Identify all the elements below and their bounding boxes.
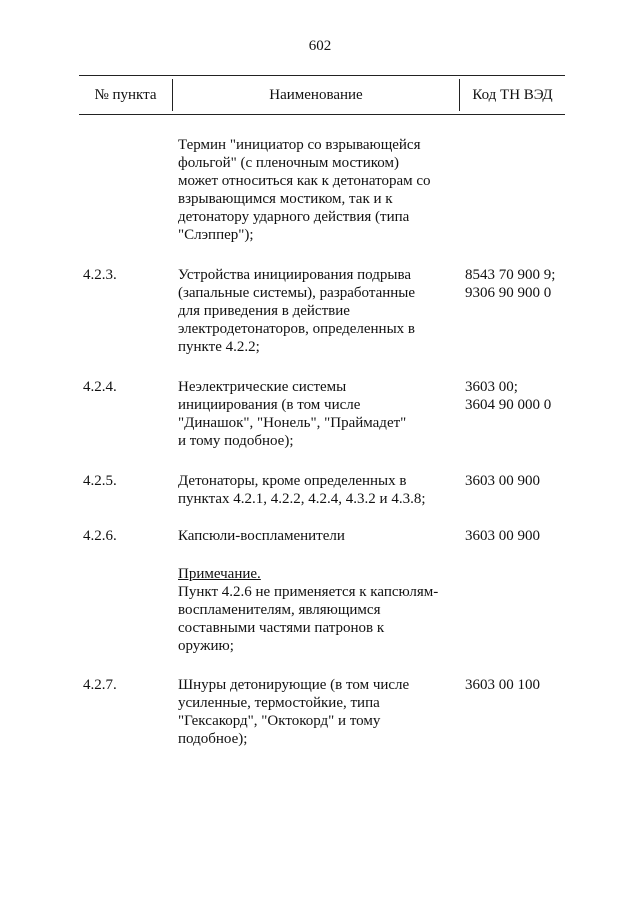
header-item-number: № пункта bbox=[94, 87, 157, 103]
code-line: 3603 00 900 bbox=[465, 473, 540, 489]
code-line: 3604 90 000 0 bbox=[465, 397, 552, 413]
header-name: Наименование bbox=[269, 87, 363, 103]
name-line: "Динашок", "Нонель", "Праймадет" bbox=[178, 415, 407, 431]
note-line: составными частями патронов к bbox=[178, 620, 385, 636]
name-line: "Гексакорд", "Октокорд" и тому bbox=[178, 713, 381, 729]
code-line: 3603 00; bbox=[465, 379, 518, 395]
row-name bbox=[178, 136, 463, 244]
row-code bbox=[465, 378, 585, 414]
note-title: Примечание. bbox=[178, 566, 261, 582]
name-line: Шнуры детонирующие (в том числе bbox=[178, 677, 410, 693]
code-line: 3603 00 900 bbox=[465, 528, 540, 544]
row-name bbox=[178, 676, 463, 748]
code-line: 9306 90 900 0 bbox=[465, 285, 552, 301]
name-line: усиленные, термостойкие, типа bbox=[178, 695, 380, 711]
row-name bbox=[178, 378, 463, 450]
table-header-top-rule bbox=[79, 75, 565, 76]
note-line: Пункт 4.2.6 не применяется к капсюлям- bbox=[178, 584, 439, 600]
name-line: пунктах 4.2.1, 4.2.2, 4.2.4, 4.3.2 и 4.3.8; bbox=[178, 491, 426, 507]
row-number: 4.2.6. bbox=[83, 528, 117, 544]
row-code bbox=[465, 472, 585, 490]
name-line: взрывающимся мостиком, так и к bbox=[178, 191, 393, 207]
name-line: Капсюли-воспламенители bbox=[178, 528, 345, 544]
row-number: 4.2.3. bbox=[83, 267, 117, 283]
note-text bbox=[178, 565, 463, 655]
name-line: подобное); bbox=[178, 731, 248, 747]
note-line: воспламенителям, являющимся bbox=[178, 602, 381, 618]
name-line: Устройства инициирования подрыва bbox=[178, 267, 412, 283]
row-name bbox=[178, 472, 463, 508]
note-line: оружию; bbox=[178, 638, 234, 654]
row-number: 4.2.5. bbox=[83, 473, 117, 489]
name-line: Неэлектрические системы bbox=[178, 379, 347, 395]
row-code bbox=[465, 527, 585, 545]
name-line: "Слэппер"); bbox=[178, 227, 254, 243]
row-name bbox=[178, 266, 463, 356]
name-line: фольгой" (с пленочным мостиком) bbox=[178, 155, 399, 171]
header-tn-ved-code: Код ТН ВЭД bbox=[472, 87, 553, 103]
name-line: (запальные системы), разработанные bbox=[178, 285, 416, 301]
row-code bbox=[465, 676, 585, 694]
name-line: Детонаторы, кроме определенных в bbox=[178, 473, 407, 489]
name-line: инициирования (в том числе bbox=[178, 397, 361, 413]
page-number: 602 bbox=[308, 38, 332, 54]
name-line: пункте 4.2.2; bbox=[178, 339, 260, 355]
code-line: 3603 00 100 bbox=[465, 677, 540, 693]
row-number: 4.2.4. bbox=[83, 379, 117, 395]
row-number: 4.2.7. bbox=[83, 677, 117, 693]
code-line: 8543 70 900 9; bbox=[465, 267, 556, 283]
table-header-bottom-rule bbox=[79, 114, 565, 115]
name-line: детонатору ударного действия (типа bbox=[178, 209, 410, 225]
name-line: может относиться как к детонаторам со bbox=[178, 173, 431, 189]
name-line: для приведения в действие bbox=[178, 303, 350, 319]
name-line: и тому подобное); bbox=[178, 433, 294, 449]
name-line: электродетонаторов, определенных в bbox=[178, 321, 415, 337]
row-name bbox=[178, 527, 463, 545]
name-line: Термин "инициатор со взрывающейся bbox=[178, 137, 421, 153]
row-code bbox=[465, 266, 585, 302]
